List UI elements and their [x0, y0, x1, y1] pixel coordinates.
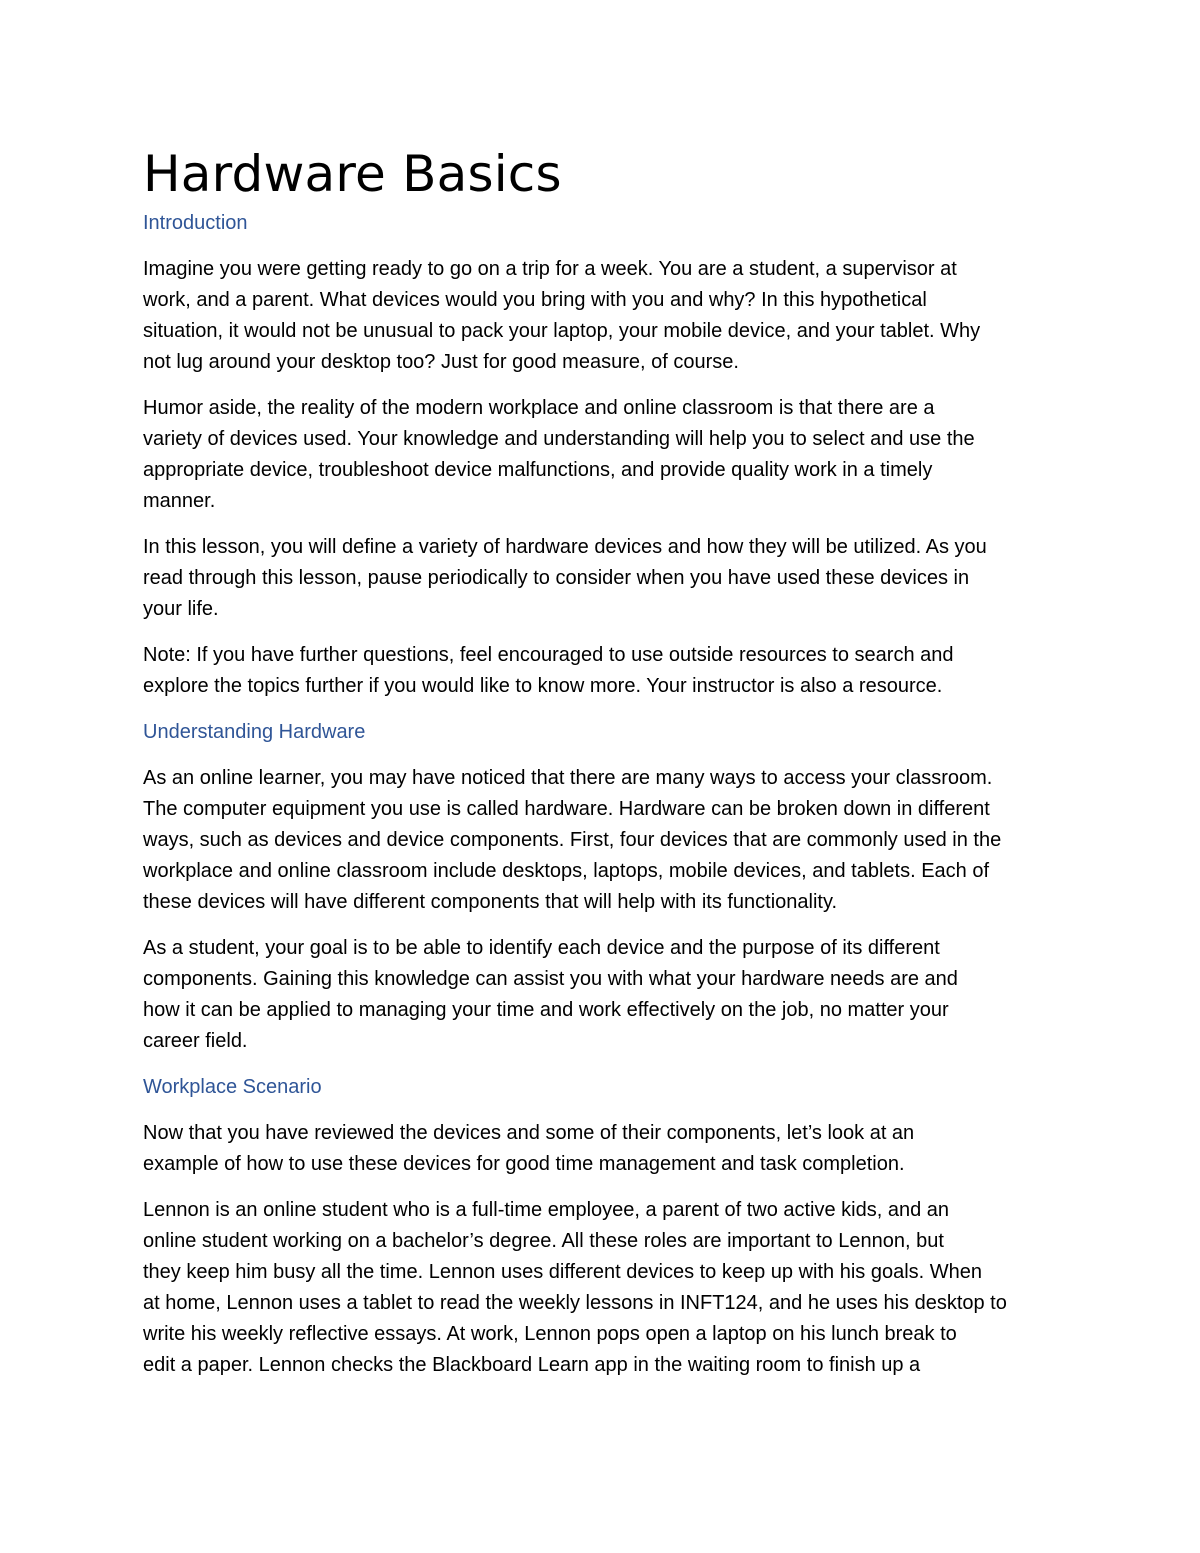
paragraph-line: example of how to use these devices for good time management and task completion. [143, 1153, 905, 1175]
document-sections [143, 208, 1073, 1381]
section-heading: Introduction [143, 212, 248, 234]
paragraph-line: workplace and online classroom include desktops, laptops, mobile devices, and tablets. Each of [143, 860, 990, 882]
paragraph-line: appropriate device, troubleshoot device malfunctions, and provide quality work in a timely [143, 459, 933, 481]
section-heading: Understanding Hardware [143, 721, 366, 743]
body-paragraph [143, 1195, 1073, 1381]
body-paragraph [143, 763, 1073, 918]
paragraph-line: explore the topics further if you would like to know more. Your instructor is also a resource. [143, 675, 943, 697]
paragraph-line: work, and a parent. What devices would you bring with you and why? In this hypothetical [143, 289, 927, 311]
body-paragraph [143, 1118, 1073, 1180]
paragraph-line: The computer equipment you use is called hardware. Hardware can be broken down in different [143, 798, 990, 820]
paragraph-line: Note: If you have further questions, feel encouraged to use outside resources to search and [143, 644, 954, 666]
paragraph-line: at home, Lennon uses a tablet to read the weekly lessons in INFT124, and he uses his desktop to [143, 1292, 1007, 1314]
paragraph-line: Humor aside, the reality of the modern workplace and online classroom is that there are a [143, 397, 935, 419]
paragraph-line: variety of devices used. Your knowledge and understanding will help you to select and use the [143, 428, 975, 450]
paragraph-line: components. Gaining this knowledge can assist you with what your hardware needs are and [143, 968, 958, 990]
paragraph-line: your life. [143, 598, 219, 620]
paragraph-line: how it can be applied to managing your time and work effectively on the job, no matter your [143, 999, 949, 1021]
paragraph-line: they keep him busy all the time. Lennon uses different devices to keep up with his goals. When [143, 1261, 983, 1283]
body-paragraph [143, 640, 1073, 702]
paragraph-line: online student working on a bachelor’s degree. All these roles are important to Lennon, but [143, 1230, 944, 1252]
body-paragraph [143, 933, 1073, 1057]
paragraph-line: not lug around your desktop too? Just for good measure, of course. [143, 351, 739, 373]
paragraph-line: Imagine you were getting ready to go on a trip for a week. You are a student, a supervisor at [143, 258, 957, 280]
paragraph-line: As an online learner, you may have noticed that there are many ways to access your classroom. [143, 767, 993, 789]
paragraph-line: manner. [143, 490, 216, 512]
document-title: Hardware Basics [143, 145, 562, 203]
paragraph-line: ways, such as devices and device components. First, four devices that are commonly used in the [143, 829, 1002, 851]
paragraph-line: these devices will have different components that will help with its functionality. [143, 891, 838, 913]
body-paragraph [143, 393, 1073, 517]
section-heading: Workplace Scenario [143, 1076, 322, 1098]
paragraph-line: write his weekly reflective essays. At work, Lennon pops open a laptop on his lunch break to [143, 1323, 957, 1345]
body-paragraph [143, 532, 1073, 625]
paragraph-line: In this lesson, you will define a variety of hardware devices and how they will be utilized. As you [143, 536, 987, 558]
paragraph-line: read through this lesson, pause periodically to consider when you have used these devices in [143, 567, 970, 589]
paragraph-line: edit a paper. Lennon checks the Blackboard Learn app in the waiting room to finish up a [143, 1354, 921, 1376]
paragraph-line: Lennon is an online student who is a full-time employee, a parent of two active kids, and an [143, 1199, 950, 1221]
paragraph-line: career field. [143, 1030, 248, 1052]
paragraph-line: As a student, your goal is to be able to identify each device and the purpose of its different [143, 937, 940, 959]
body-paragraph [143, 254, 1073, 378]
document-body [143, 138, 1073, 1396]
paragraph-line: situation, it would not be unusual to pack your laptop, your mobile device, and your tablet. Why [143, 320, 981, 342]
paragraph-line: Now that you have reviewed the devices and some of their components, let’s look at an [143, 1122, 915, 1144]
